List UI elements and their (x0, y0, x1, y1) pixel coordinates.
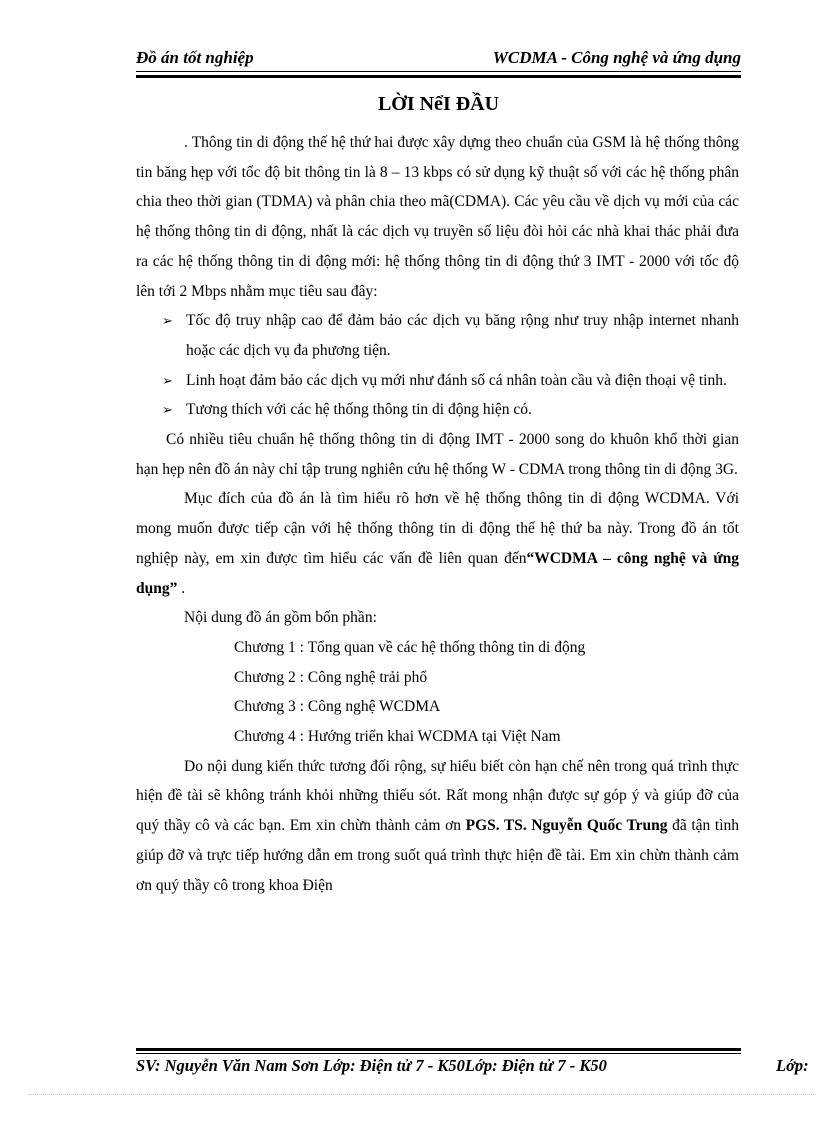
thanks-text-b: đã tận tình giúp đỡ và trực tiếp hướng dẫn em trong suốt quá trình thực hiện đề tài. Em xin chừn thành cảm ơn quý thầy cô trong khoa Điện (136, 817, 739, 894)
objectives-list (136, 306, 739, 425)
purpose-end: . (177, 579, 186, 597)
arrow-bullet-icon: ➢ (162, 402, 173, 418)
project-title-quote: “WCDMA – công nghệ và ứng dụng” (136, 549, 739, 597)
paragraph-purpose (136, 484, 739, 603)
header-rule-thick (136, 75, 741, 78)
chapter-item: Chương 4 : Hướng triển khai WCDMA tại Việt Nam (234, 728, 561, 746)
list-item-text: Tốc độ truy nhập cao để đảm bảo các dịch vụ băng rộng như truy nhập internet nhanh hoặc các dịch vụ đa phương tiện. (186, 312, 739, 359)
list-item-text: Tương thích với các hệ thống thông tin di động hiện có. (186, 401, 532, 419)
paragraph-thanks (136, 752, 739, 901)
list-item (136, 306, 739, 365)
page-footer (136, 1056, 816, 1080)
header-rule-thin (136, 71, 741, 72)
page-header (136, 48, 741, 72)
list-item (136, 366, 739, 396)
advisor-name: PGS. TS. Nguyễn Quốc Trung (465, 817, 668, 835)
footer-right-text: Lớp: (776, 1056, 809, 1075)
purpose-text: Mục đích của đồ án là tìm hiểu rõ hơn về hệ thống thông tin di động WCDMA. Với mong muốn được tiếp cận với hệ thống thông tin di động thế hệ thứ ba này. Trong đồ án tốt nghiệp này, em xin được tìm hiểu các vấn đề liên quan đến (136, 490, 739, 567)
chapter-item: Chương 3 : Công nghệ WCDMA (234, 698, 441, 716)
footer-rule-thick (136, 1048, 741, 1051)
thanks-text-a: Do nội dung kiến thức tương đối rộng, sự hiểu biết còn hạn chế nên trong quá trình thực hiện đề tài sẽ không tránh khỏi những thiếu sót. Rất mong nhận được sự góp ý và giúp đỡ của quý thầy cô và các bạn. Em xin chừn thành cảm ơn (136, 757, 739, 835)
chapter-item: Chương 2 : Công nghệ trải phổ (234, 668, 428, 686)
page-bottom-divider (28, 1094, 816, 1095)
list-item (136, 395, 739, 425)
list-item-text: Linh hoạt đảm bảo các dịch vụ mới như đánh số cá nhân toàn cầu và điện thoại vệ tinh. (186, 371, 727, 389)
footer-left-text: SV: Nguyễn Văn Nam Sơn Lớp: Điện tử 7 - K50Lớp: Điện tử 7 - K50 (136, 1056, 607, 1075)
page-title: LỜI NểI ĐẦU (377, 93, 500, 115)
chapter-item: Chương 1 : Tổng quan về các hệ thống thông tin di động (234, 638, 586, 656)
arrow-bullet-icon: ➢ (162, 372, 173, 388)
arrow-bullet-icon: ➢ (162, 313, 173, 329)
document-body (136, 128, 739, 900)
header-right-text: WCDMA - Công nghệ và ứng dụng (492, 48, 741, 67)
paragraph-contents-intro: Nội dung đồ án gồm bốn phần: (184, 609, 377, 627)
paragraph-intro: . Thông tin di động thế hệ thứ hai được xây dựng theo chuẩn của GSM là hệ thống thông tin băng hẹp với tốc độ bit thông tin là 8 – 13 kbps có sử dụng kỹ thuật số với các hệ thống phân chia theo thời gian (TDMA) và phân chia theo mã(CDMA). Các yêu cầu về dịch vụ mới của các hệ thống thông tin di động, nhất là các dịch vụ truyền số liệu đòi hỏi các nhà khai thác phải đưa ra các hệ thống thông tin di động mới: hệ thống thông tin di động thứ 3 IMT - 2000 với tốc độ lên tới 2 Mbps nhằm mục tiêu sau đây: (136, 134, 739, 300)
header-left-text: Đồ án tốt nghiệp (136, 48, 254, 67)
paragraph-standards: Có nhiều tiêu chuẩn hệ thống thông tin di động IMT - 2000 song do khuôn khổ thời gian hạn hẹp nên đồ án này chỉ tập trung nghiên cứu hệ thống W - CDMA trong thông tin di động 3G. (136, 431, 739, 478)
footer-rule-thin (136, 1053, 741, 1054)
